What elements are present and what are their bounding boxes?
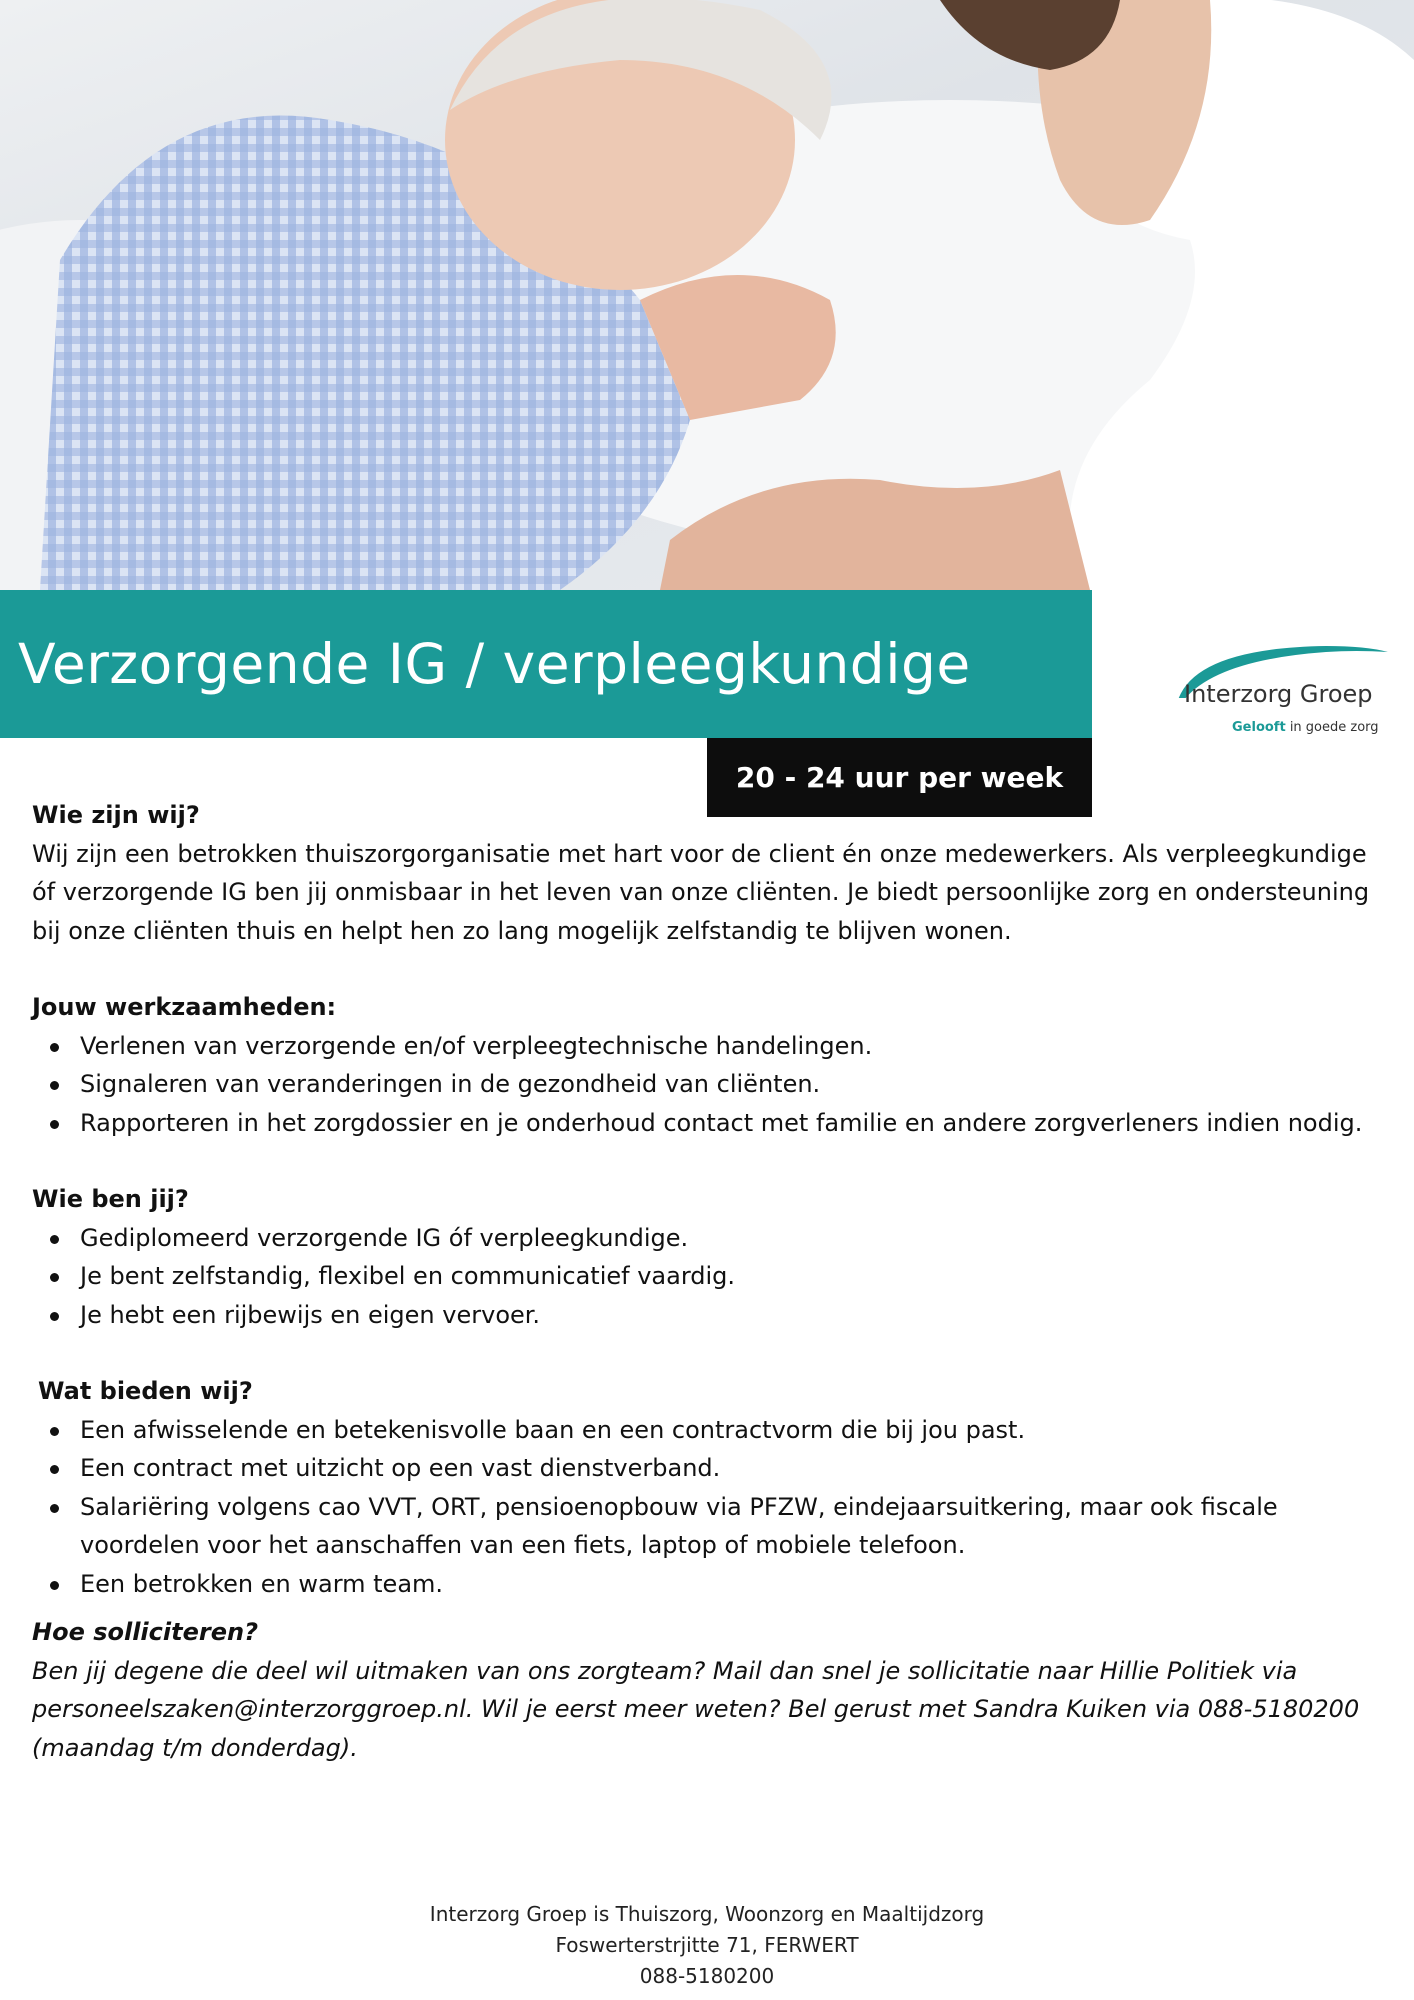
list-offer <box>32 1411 1382 1604</box>
logo-tagline-bold: Gelooft <box>1232 720 1286 735</box>
list-item: Gediplomeerd verzorgende IG óf verpleegkundige. <box>80 1219 1382 1258</box>
header-photo <box>0 0 1414 590</box>
footer-address: Foswerterstrjitte 71, FERWERT <box>555 1933 859 1957</box>
list-item: Je hebt een rijbewijs en eigen vervoer. <box>80 1296 1382 1335</box>
footer-phone: 088-5180200 <box>639 1964 775 1988</box>
job-title: Verzorgende IG / verpleegkundige <box>18 632 971 696</box>
list-item: Verlenen van verzorgende en/of verpleegtechnische handelingen. <box>80 1027 1382 1066</box>
list-item: Een afwisselende en betekenisvolle baan en een contractvorm die bij jou past. <box>80 1411 1382 1450</box>
hours-badge: 20 - 24 uur per week <box>707 738 1092 817</box>
list-item: Een betrokken en warm team. <box>80 1565 1382 1604</box>
title-band <box>0 590 1092 738</box>
vacancy-body <box>32 796 1382 1767</box>
heading-tasks: Jouw werkzaamheden: <box>32 993 337 1021</box>
list-tasks <box>32 1027 1382 1143</box>
company-logo <box>1156 638 1388 738</box>
footer-company: Interzorg Groep is Thuiszorg, Woonzorg en Maaltijdzorg <box>429 1902 985 1926</box>
logo-name: Interzorg Groep <box>1184 680 1373 708</box>
logo-tagline-rest: in goede zorg <box>1285 720 1379 735</box>
text-apply: Ben jij degene die deel wil uitmaken van ons zorgteam? Mail dan snel je sollicitatie naar Hillie Politiek via personeelszaken@interzorggroep.nl. Wil je eerst meer weten? Bel gerust met Sandra Kuiken via 088-5180200 (maandag t/m donderdag). <box>32 1656 1360 1762</box>
heading-who-are-we: Wie zijn wij? <box>32 801 200 829</box>
heading-apply: Hoe solliciteren? <box>32 1618 258 1646</box>
list-item: Rapporteren in het zorgdossier en je onderhoud contact met familie en andere zorgverleners indien nodig. <box>80 1104 1382 1143</box>
list-who-are-you <box>32 1219 1382 1335</box>
list-item: Een contract met uitzicht op een vast dienstverband. <box>80 1449 1382 1488</box>
text-who-are-we: Wij zijn een betrokken thuiszorgorganisatie met hart voor de client én onze medewerkers. Als verpleegkundige óf verzorgende IG ben jij onmisbaar in het leven van onze cliënten. Je biedt persoonlijke zorg en ondersteuning bij onze cliënten thuis en helpt hen zo lang mogelijk zelfstandig te blijven wonen. <box>32 839 1370 945</box>
list-item: Salariëring volgens cao VVT, ORT, pensioenopbouw via PFZW, eindejaarsuitkering, maar ook fiscale voordelen voor het aanschaffen van een fiets, laptop of mobiele telefoon. <box>80 1488 1382 1565</box>
heading-offer: Wat bieden wij? <box>38 1377 253 1405</box>
footer <box>0 1899 1414 1992</box>
list-item: Je bent zelfstandig, flexibel en communicatief vaardig. <box>80 1257 1382 1296</box>
list-item: Signaleren van veranderingen in de gezondheid van cliënten. <box>80 1065 1382 1104</box>
heading-who-are-you: Wie ben jij? <box>32 1185 189 1213</box>
logo-tagline <box>1232 720 1379 735</box>
